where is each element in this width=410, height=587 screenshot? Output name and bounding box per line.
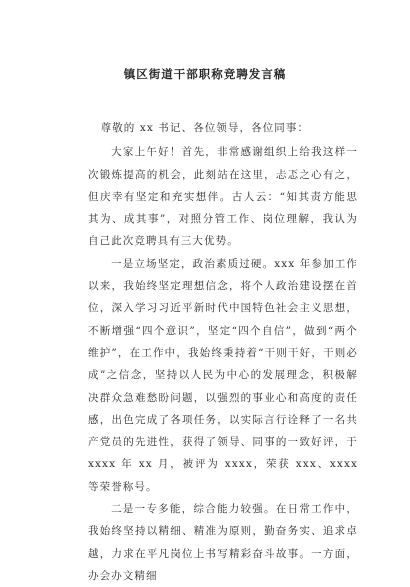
paragraph-advantage-one: 一是立场坚定，政治素质过硬。xxx 年参加工作以来，我始终坚定理想信念，将个人政治建设摆在首位，深入学习习近平新时代中国特色社会主义思想，不断增强“四个意识”，坚定“四个自信”，做到“两个维护”，在工作中，我始终秉持着“干则干好，干则必成”之信念，坚持以人民为中心的发展理念，积极解决群众急难愁盼问题，以强烈的事业心和高度的责任感，出色完成了各项任务，以实际言行诠释了一名共产党员的先进性，获得了领导、同事的一致好评，于 xxxx 年 xx 月，被评为 xxxx，荣获 xxx、xxxx 等荣誉称号。 xyxy=(88,257,358,493)
paragraph-opening: 大家上午好！首先，非常感谢组织上给我这样一次锻炼提高的机会，此刻站在这里，忐忑之心有之，但庆幸有坚定和充实想伴。古人云：“知其责方能思其为、成其事”，对照分管工作、岗位理解，我认为自己此次竞聘具有三大优势。 xyxy=(88,146,358,248)
salutation: 尊敬的 xx 书记、各位领导，各位同事： xyxy=(100,122,310,134)
document-title: 镇区街道干部职称竞聘发言稿 xyxy=(123,67,287,81)
paragraph-advantage-two: 二是一专多能，综合能力较强。在日常工作中，我始终坚持以精细、精准为原则，勤奋务实、追求卓越，力求在平凡岗位上书写精彩奋斗故事。一方面，办会办文精细 xyxy=(88,503,358,582)
document-body xyxy=(88,117,358,587)
